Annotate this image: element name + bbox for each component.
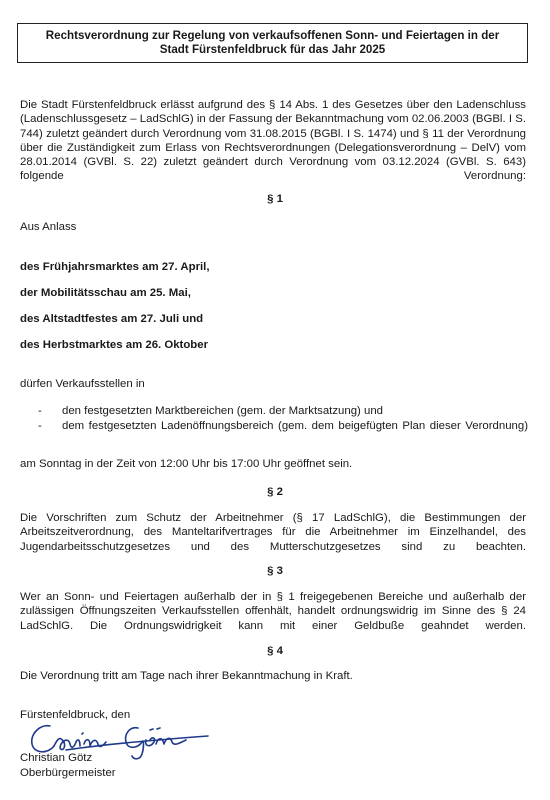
bullet-marker: - bbox=[38, 420, 42, 432]
title-line-2: Stadt Fürstenfeldbruck für das Jahr 2025 bbox=[159, 43, 386, 56]
section-3-text: Wer an Sonn- und Feiertagen außerhalb der in § 1 freigegebenen Bereiche und außerhalb der zulässigen Öffnungszeiten Verkaufsstellen offenhält, handelt ordnungswidrig im Sinne des § 24 LadSchlG. Die Ordnungswidrigkeit kann mit einer Geldbuße geahndet werden. bbox=[20, 591, 526, 632]
section-2-heading: § 2 bbox=[267, 486, 283, 498]
section-4-heading: § 4 bbox=[267, 645, 283, 657]
section-2-text: Die Vorschriften zum Schutz der Arbeitnehmer (§ 17 LadSchlG), die Bestimmungen der Arbeitszeitverordnung, des Manteltarifvertrages für die Arbeitnehmer im Einzelhandel, des Jugendarbeitsschutzgesetzes und des Mutterschutzgesetzes sind zu beachten. bbox=[20, 512, 526, 553]
section-4-text: Die Verordnung tritt am Tage nach ihrer Bekanntmachung in Kraft. bbox=[20, 670, 353, 682]
place-date: Fürstenfeldbruck, den bbox=[20, 709, 131, 721]
bullet-marker: - bbox=[38, 405, 42, 417]
list-item bbox=[38, 419, 526, 449]
list-item bbox=[38, 404, 526, 419]
list-item-text: dem festgesetzten Ladenöffnungsbereich (gem. dem beigefügten Plan dieser Verordnung) bbox=[62, 420, 528, 432]
title-line-1: Rechtsverordnung zur Regelung von verkaufsoffenen Sonn- und Feiertagen in der bbox=[45, 28, 500, 42]
signatory-title: Oberbürgermeister bbox=[20, 767, 116, 779]
event-item: des Herbstmarktes am 26. Oktober bbox=[20, 339, 209, 351]
event-item: des Altstadtfestes am 27. Juli und bbox=[20, 313, 204, 325]
permit-text: dürfen Verkaufsstellen in bbox=[20, 378, 145, 390]
intro-paragraph: Die Stadt Fürstenfeldbruck erlässt aufgrund des § 14 Abs. 1 des Gesetzes über den Ladenschluss (Ladenschlussgesetz – LadSchlG) in der Fassung der Bekanntmachung vom 02.06.2003 (BGBl. I S. 744) zuletzt geändert durch Verordnung vom 31.08.2015 (BGBl. I S. 1474) und § 11 der Verordnung über die Zuständigkeit zum Erlass von Rechtsverordnungen (Delegationsverordnung – DelV) vom 28.01.2014 (GVBl. S. 22) zuletzt geändert durch Verordnung vom 03.12.2024 (GVBl. S. 643) folgende Verordnung: bbox=[20, 99, 526, 183]
event-item: der Mobilitätsschau am 25. Mai, bbox=[20, 287, 191, 299]
section-1-lead: Aus Anlass bbox=[20, 221, 77, 233]
opening-hours-text: am Sonntag in der Zeit von 12:00 Uhr bis 17:00 Uhr geöffnet sein. bbox=[20, 458, 353, 470]
event-item: des Frühjahrsmarktes am 27. April, bbox=[20, 261, 210, 273]
list-item-text: den festgesetzten Marktbereichen (gem. der Marktsatzung) und bbox=[62, 405, 384, 417]
signatory-name: Christian Götz bbox=[20, 752, 93, 764]
section-1-heading: § 1 bbox=[267, 193, 283, 205]
document-title bbox=[17, 23, 528, 63]
section-3-heading: § 3 bbox=[267, 565, 283, 577]
